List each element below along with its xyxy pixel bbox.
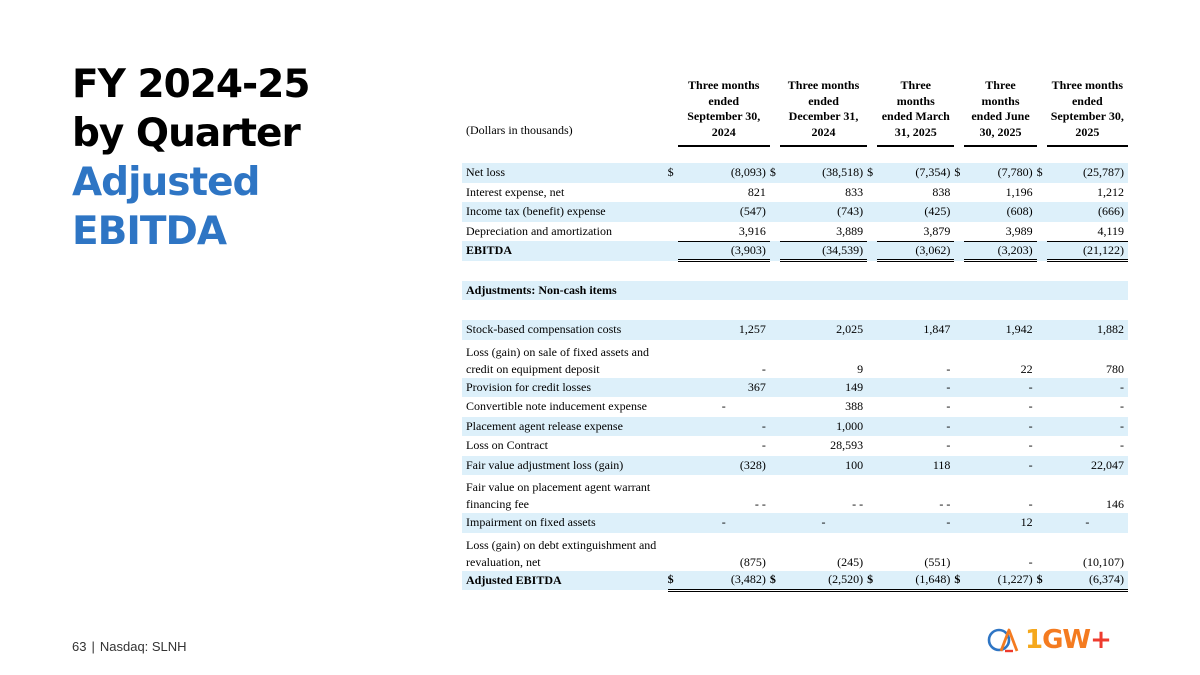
column-header: Three months ended March 31, 2025	[877, 66, 954, 146]
footer-separator: |	[91, 639, 95, 654]
title-line-1: FY 2024-25	[72, 62, 310, 107]
slide-title	[72, 60, 309, 256]
table-row: Loss on Contract - 28,593 - - -	[466, 438, 1124, 453]
adjusted-ebitda-row: Adjusted EBITDA $ (3,482) $ (2,520) $ (1,648) $ (1,227) $ (6,374)	[462, 571, 1128, 591]
adjusted-ebitda-table	[462, 66, 1128, 592]
table-row: Convertible note inducement expense - 388 - - -	[466, 399, 1124, 414]
table-row: Loss (gain) on sale of fixed assets and credit on equipment deposit - 9 - 22 780	[466, 344, 1124, 376]
table-row: Stock-based compensation costs 1,257 2,025 1,847 1,942 1,882	[462, 320, 1128, 340]
logo-wordmark: 1GW+	[1025, 625, 1111, 655]
section-heading-row: Adjustments: Non-cash items	[462, 281, 1128, 301]
slide-footer	[72, 639, 187, 654]
company-logo	[987, 624, 1111, 656]
column-header: Three months ended September 30, 2025	[1047, 66, 1128, 146]
table-header-row	[462, 66, 1128, 146]
column-header: Three months ended September 30, 2024	[678, 66, 770, 146]
units-label: (Dollars in thousands)	[466, 122, 573, 137]
title-line-4: EBITDA	[72, 209, 227, 254]
blank-row	[462, 300, 1128, 320]
ebitda-row: EBITDA (3,903) (34,539) (3,062) (3,203) (21,122)	[462, 241, 1128, 261]
table-row: Depreciation and amortization 3,916 3,889 3,879 3,989 4,119	[466, 223, 1124, 238]
column-header: Three months ended December 31, 2024	[780, 66, 867, 146]
triangle-circle-logo-icon	[987, 626, 1025, 654]
title-line-3: Adjusted	[72, 160, 260, 205]
table-row: Placement agent release expense - 1,000 - - -	[462, 417, 1128, 437]
ticker-label: Nasdaq: SLNH	[99, 639, 187, 654]
page-number: 63	[72, 639, 87, 654]
table-row: Fair value adjustment loss (gain) (328) 100 118 - 22,047	[462, 456, 1128, 476]
table-row: Provision for credit losses 367 149 - - -	[462, 378, 1128, 398]
table-row: Impairment on fixed assets - - - 12 -	[462, 513, 1128, 533]
title-line-2: by Quarter	[72, 111, 300, 156]
table-row: Income tax (benefit) expense (547) (743) (425) (608) (666)	[462, 202, 1128, 222]
table-row: Net loss $ (8,093) $ (38,518) $ (7,354) $ (7,780) $ (25,787)	[462, 163, 1128, 183]
table-row: Fair value on placement agent warrant financing fee - - - - - - - 146	[466, 480, 1124, 511]
table-row: Loss (gain) on debt extinguishment and revaluation, net (875) (245) (551) - (10,107)	[466, 537, 1124, 569]
column-header: Three months ended June 30, 2025	[964, 66, 1036, 146]
table-row: Interest expense, net 821 833 838 1,196 1,212	[466, 184, 1124, 199]
